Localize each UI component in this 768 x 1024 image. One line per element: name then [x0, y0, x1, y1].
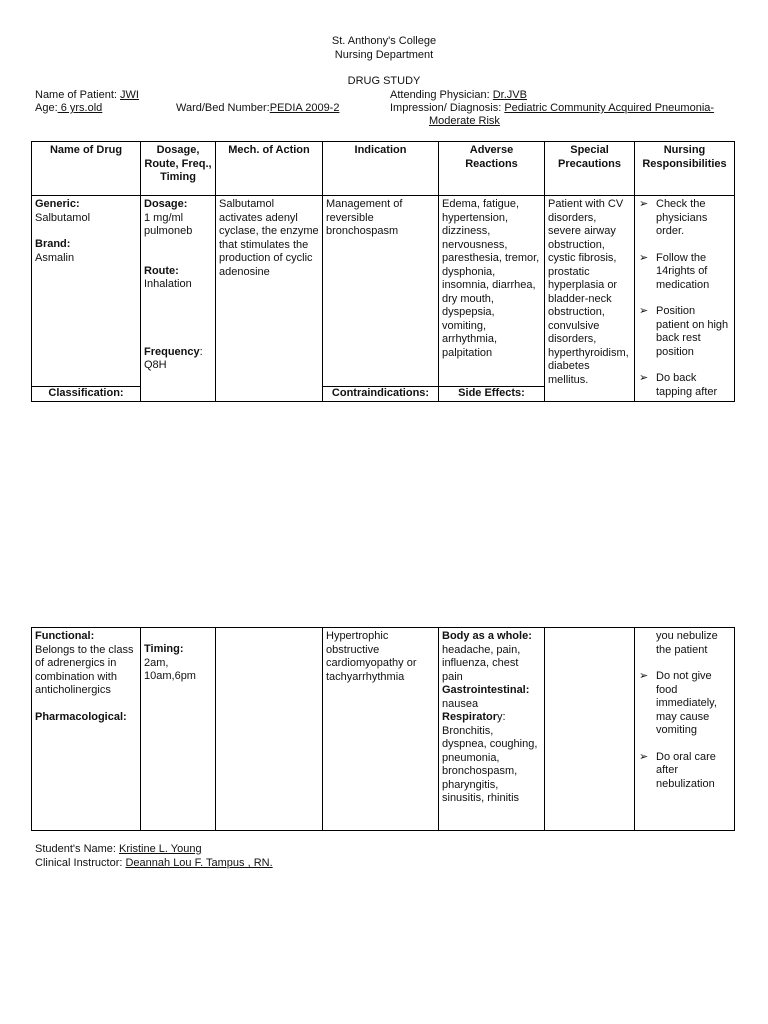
list-item: ➢ Position patient on high back rest position — [638, 305, 731, 359]
side-effects-label: Side Effects: — [439, 387, 545, 402]
dosage-value: 1 mg/ml pulmoneb — [144, 211, 193, 237]
patient-label: Name of Patient: — [35, 89, 120, 101]
dosage-label: Dosage: — [144, 198, 188, 210]
generic-label: Generic: — [35, 198, 80, 210]
list-item: ➢ Follow the 14rights of medication — [638, 252, 731, 293]
frequency-value: Q8H — [144, 359, 167, 371]
classification-cell — [32, 628, 141, 831]
gi-text: nausea — [442, 697, 479, 710]
impression-label: Impression/ Diagnosis: — [390, 102, 505, 114]
pharmacological-label: Pharmacological: — [35, 710, 127, 723]
physician-label: Attending Physician: — [390, 89, 493, 101]
ward-value: PEDIA 2009-2 — [269, 102, 340, 114]
gi-label: Gastrointestinal: — [442, 684, 530, 696]
nursing-continued: you nebulize the patient — [656, 630, 718, 656]
table-row — [32, 628, 735, 831]
special-precautions-cell-cont — [545, 628, 635, 831]
header-mech: Mech. of Action — [216, 142, 323, 196]
contraindications-label: Contraindications: — [323, 387, 439, 402]
frequency-label: Frequency — [144, 345, 200, 358]
generic-value: Salbutamol — [35, 211, 91, 224]
body-label: Body as a whole: — [442, 630, 532, 642]
list-item: ➢ Do back tapping after — [638, 372, 731, 399]
resp-text: Bronchitis, dyspnea, coughing, pneumonia, bronchospasm, pharyngitis, sinusitis, rhinitis — [442, 724, 538, 804]
impression-line — [390, 102, 714, 114]
table-header-row — [32, 142, 735, 196]
nursing-list — [638, 198, 731, 399]
age-label: Age: — [35, 102, 58, 114]
timing-cell — [141, 628, 216, 831]
header-nursing: Nursing Responsibilities — [635, 142, 735, 196]
resp-label-tail: y: — [497, 711, 506, 723]
adverse-reactions-cell: Edema, fatigue, hypertension, dizziness, nervousness, paresthesia, tremor, dysphonia, insomnia, diarrhea, dry mouth, dyspepsia, vomiting, arrhythmia, palpitation — [439, 196, 545, 387]
nursing-cell — [635, 196, 735, 402]
resp-label: Respirator — [442, 711, 498, 723]
document-title: DRUG STUDY — [347, 75, 421, 87]
drug-study-table-continued — [31, 627, 735, 831]
indication-cell: Management of reversible bronchospasm — [323, 196, 439, 387]
table-row — [32, 196, 735, 387]
impression-value-cont: Moderate Risk — [429, 115, 500, 127]
student-line — [35, 843, 202, 855]
functional-label: Functional: — [35, 630, 95, 642]
age-value: 6 yrs.old — [57, 102, 103, 114]
side-effects-cell — [439, 628, 545, 831]
list-item: ➢ Do oral care after nebulization — [638, 751, 731, 792]
instructor-value: Deannah Lou F. Tampus , RN. — [125, 857, 273, 869]
instructor-label: Clinical Instructor: — [35, 857, 126, 869]
header-drug: Name of Drug — [32, 142, 141, 196]
brand-label: Brand: — [35, 238, 71, 250]
drug-study-table — [31, 141, 735, 402]
ward-line — [176, 102, 339, 114]
list-item: ➢ Do not give food immediately, may cause vomiting — [638, 670, 731, 738]
nursing-cell-cont — [635, 628, 735, 831]
timing-label: Timing: — [144, 643, 184, 655]
impression-line-2 — [429, 115, 500, 127]
instructor-line — [35, 857, 273, 869]
physician-value: Dr.JVB — [492, 89, 527, 101]
route-value: Inhalation — [144, 278, 192, 290]
brand-value: Asmalin — [35, 251, 75, 264]
header-adverse: Adverse Reactions — [439, 142, 545, 196]
ward-label: Ward/Bed Number: — [176, 102, 270, 114]
department-name: Nursing Department — [334, 49, 434, 61]
list-item: ➢ Check the physicians order. — [638, 198, 731, 239]
physician-line — [390, 89, 527, 101]
school-name: St. Anthony's College — [331, 35, 437, 47]
patient-value: JWI — [120, 89, 139, 101]
dosage-cell: Dosage: 1 mg/ml pulmoneb Route: Inhalation Frequency: Q8H — [141, 196, 216, 402]
age-line — [35, 102, 102, 114]
mechanism-cell-cont — [216, 628, 323, 831]
classification-label: Classification: — [32, 387, 141, 402]
nursing-list-cont — [638, 670, 731, 791]
special-precautions-cell: Patient with CV disorders, severe airway obstruction, cystic fibrosis, prostatic hyperplasia or bladder-neck obstruction, convulsive disorders, hyperthyroidism, diabetes mellitus. — [545, 196, 635, 402]
student-value: Kristine L. Young — [119, 843, 202, 855]
mechanism-cell: Salbutamol activates adenyl cyclase, the enzyme that stimulates the production of cyclic adenosine — [216, 196, 323, 402]
route-label: Route: — [144, 264, 179, 277]
drug-name-cell — [32, 196, 141, 387]
header-indication: Indication — [323, 142, 439, 196]
impression-value: Pediatric Community Acquired Pneumonia- — [504, 102, 715, 114]
header-dosage: Dosage, Route, Freq., Timing — [141, 142, 216, 196]
contraindications-cell: Hypertrophic obstructive cardiomyopathy or tachyarrhythmia — [323, 628, 439, 831]
header-special: Special Precautions — [545, 142, 635, 196]
timing-value: 2am, 10am,6pm — [144, 656, 196, 682]
patient-name-line — [35, 89, 139, 101]
body-text: headache, pain, influenza, chest pain — [442, 643, 521, 683]
functional-text: Belongs to the class of adrenergics in combination with anticholinergics — [35, 643, 134, 696]
student-label: Student's Name: — [35, 843, 120, 855]
